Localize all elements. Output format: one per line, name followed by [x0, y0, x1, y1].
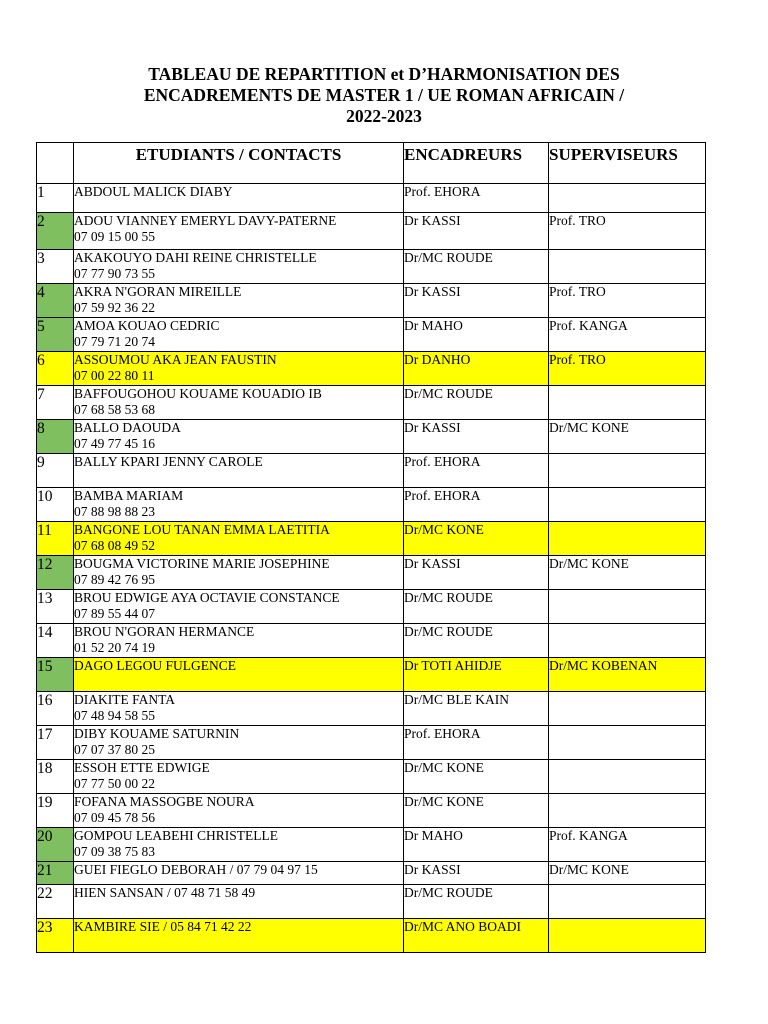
table-row	[37, 828, 706, 862]
superviseur-cell	[549, 624, 706, 658]
superviseur-cell: Dr/MC KONE	[549, 862, 706, 885]
student-name: BAFFOUGOHOU KOUAME KOUADIO IB	[74, 386, 322, 401]
encadreur-cell: Dr/MC ROUDE	[404, 590, 549, 624]
student-name: BROU N'GORAN HERMANCE	[74, 624, 255, 639]
student-name: BAMBA MARIAM	[74, 488, 184, 503]
student-contact: 07 00 22 80 11	[74, 368, 155, 383]
student-cell	[74, 420, 404, 454]
row-number: 15	[37, 658, 74, 692]
student-cell	[74, 284, 404, 318]
student-cell	[74, 556, 404, 590]
student-contact: 07 09 38 75 83	[74, 844, 155, 859]
row-number: 23	[37, 919, 74, 953]
student-contact: 07 07 37 80 25	[74, 742, 155, 757]
student-name: HIEN SANSAN / 07 48 71 58 49	[74, 885, 256, 900]
encadreur-cell: Dr KASSI	[404, 420, 549, 454]
superviseur-cell	[549, 590, 706, 624]
row-number: 20	[37, 828, 74, 862]
superviseur-cell	[549, 726, 706, 760]
student-contact: 07 59 92 36 22	[74, 300, 155, 315]
table-row	[37, 184, 706, 213]
superviseur-cell	[549, 488, 706, 522]
student-name: ESSOH ETTE EDWIGE	[74, 760, 210, 775]
student-contact: 07 89 42 76 95	[74, 572, 155, 587]
encadreur-cell: Prof. EHORA	[404, 184, 549, 213]
student-cell	[74, 386, 404, 420]
encadreur-cell: Dr/MC ROUDE	[404, 885, 549, 919]
row-number: 12	[37, 556, 74, 590]
encadreur-cell: Prof. EHORA	[404, 454, 549, 488]
row-number: 1	[37, 184, 74, 213]
table-row	[37, 862, 706, 885]
row-number: 10	[37, 488, 74, 522]
student-name: FOFANA MASSOGBE NOURA	[74, 794, 255, 809]
table-row	[37, 213, 706, 250]
table-header-row	[37, 143, 706, 184]
student-name: ASSOUMOU AKA JEAN FAUSTIN	[74, 352, 277, 367]
table-row	[37, 488, 706, 522]
table-row	[37, 624, 706, 658]
superviseur-cell: Prof. KANGA	[549, 318, 706, 352]
student-contact: 07 77 50 00 22	[74, 776, 155, 791]
superviseur-cell	[549, 250, 706, 284]
student-cell	[74, 760, 404, 794]
header-superviseurs	[549, 143, 706, 184]
row-number: 6	[37, 352, 74, 386]
encadreur-cell: Dr KASSI	[404, 556, 549, 590]
superviseur-cell: Prof. TRO	[549, 284, 706, 318]
superviseur-cell	[549, 885, 706, 919]
row-number: 9	[37, 454, 74, 488]
student-cell	[74, 488, 404, 522]
student-cell	[74, 726, 404, 760]
encadreur-cell: Prof. EHORA	[404, 726, 549, 760]
superviseur-cell	[549, 692, 706, 726]
student-cell	[74, 590, 404, 624]
superviseur-cell: Prof. KANGA	[549, 828, 706, 862]
table-row	[37, 284, 706, 318]
student-contact: 07 49 77 45 16	[74, 436, 155, 451]
superviseur-cell: Prof. TRO	[549, 352, 706, 386]
student-contact: 07 89 55 44 07	[74, 606, 155, 621]
student-name: GUEI FIEGLO DEBORAH / 07 79 04 97 15	[74, 862, 318, 877]
student-contact: 07 88 98 88 23	[74, 504, 155, 519]
student-name: BALLY KPARI JENNY CAROLE	[74, 454, 263, 469]
encadreur-cell: Dr/MC KONE	[404, 522, 549, 556]
header-encadreurs	[404, 143, 549, 184]
header-encadreurs-label: ENCADREURS	[404, 145, 523, 164]
superviseur-cell	[549, 919, 706, 953]
table-row	[37, 318, 706, 352]
student-cell	[74, 318, 404, 352]
student-name: ABDOUL MALICK DIABY	[74, 184, 233, 199]
student-name: ADOU VIANNEY EMERYL DAVY-PATERNE	[74, 213, 337, 228]
table-row	[37, 794, 706, 828]
student-cell	[74, 885, 404, 919]
row-number: 11	[37, 522, 74, 556]
table-row	[37, 454, 706, 488]
table-body	[37, 184, 706, 953]
student-cell	[74, 352, 404, 386]
student-contact: 07 09 15 00 55	[74, 229, 155, 244]
student-contact: 01 52 20 74 19	[74, 640, 155, 655]
table-row	[37, 556, 706, 590]
row-number: 3	[37, 250, 74, 284]
table-row	[37, 590, 706, 624]
student-name: DIBY KOUAME SATURNIN	[74, 726, 240, 741]
student-contact: 07 68 08 49 52	[74, 538, 155, 553]
encadreur-cell: Dr KASSI	[404, 284, 549, 318]
row-number: 21	[37, 862, 74, 885]
student-name: AKAKOUYO DAHI REINE CHRISTELLE	[74, 250, 317, 265]
student-contact: 07 48 94 58 55	[74, 708, 155, 723]
encadreur-cell: Dr/MC ROUDE	[404, 386, 549, 420]
table-row	[37, 522, 706, 556]
superviseur-cell	[549, 184, 706, 213]
student-cell	[74, 658, 404, 692]
table-row	[37, 420, 706, 454]
header-superviseurs-label: SUPERVISEURS	[549, 145, 678, 164]
student-contact: 07 77 90 73 55	[74, 266, 155, 281]
student-cell	[74, 692, 404, 726]
student-name: AMOA KOUAO CEDRIC	[74, 318, 220, 333]
row-number: 18	[37, 760, 74, 794]
table-row	[37, 386, 706, 420]
student-contact: 07 09 45 78 56	[74, 810, 155, 825]
row-number: 14	[37, 624, 74, 658]
encadreur-cell: Dr MAHO	[404, 828, 549, 862]
student-cell	[74, 184, 404, 213]
student-cell	[74, 794, 404, 828]
student-cell	[74, 919, 404, 953]
encadreur-cell: Prof. EHORA	[404, 488, 549, 522]
table-row	[37, 352, 706, 386]
student-name: DIAKITE FANTA	[74, 692, 176, 707]
superviseur-cell	[549, 760, 706, 794]
row-number: 17	[37, 726, 74, 760]
row-number: 16	[37, 692, 74, 726]
student-cell	[74, 624, 404, 658]
student-cell	[74, 522, 404, 556]
student-contact: 07 79 71 20 74	[74, 334, 155, 349]
student-name: BROU EDWIGE AYA OCTAVIE CONSTANCE	[74, 590, 340, 605]
student-cell	[74, 213, 404, 250]
row-number: 19	[37, 794, 74, 828]
superviseur-cell: Dr/MC KONE	[549, 420, 706, 454]
student-name: KAMBIRE SIE / 05 84 71 42 22	[74, 919, 252, 934]
encadreur-cell: Dr/MC KONE	[404, 760, 549, 794]
student-cell	[74, 250, 404, 284]
row-number: 4	[37, 284, 74, 318]
assignment-table	[36, 142, 706, 953]
table-row	[37, 760, 706, 794]
table-row	[37, 692, 706, 726]
student-cell	[74, 454, 404, 488]
encadreur-cell: Dr KASSI	[404, 862, 549, 885]
title-line-1: TABLEAU DE REPARTITION et D’HARMONISATION DES	[148, 64, 620, 84]
table-row	[37, 919, 706, 953]
document-title	[60, 64, 708, 127]
row-number: 8	[37, 420, 74, 454]
table-row	[37, 250, 706, 284]
table-row	[37, 658, 706, 692]
row-number: 22	[37, 885, 74, 919]
encadreur-cell: Dr/MC ANO BOADI	[404, 919, 549, 953]
superviseur-cell	[549, 386, 706, 420]
encadreur-cell: Dr/MC BLE KAIN	[404, 692, 549, 726]
student-name: AKRA N'GORAN MIREILLE	[74, 284, 242, 299]
encadreur-cell: Dr/MC ROUDE	[404, 624, 549, 658]
title-line-3: 2022-2023	[346, 106, 422, 126]
header-students	[74, 143, 404, 184]
superviseur-cell	[549, 794, 706, 828]
student-contact: 07 68 58 53 68	[74, 402, 155, 417]
superviseur-cell	[549, 454, 706, 488]
title-line-2: ENCADREMENTS DE MASTER 1 / UE ROMAN AFRICAIN /	[143, 85, 625, 105]
encadreur-cell: Dr/MC KONE	[404, 794, 549, 828]
superviseur-cell: Dr/MC KONE	[549, 556, 706, 590]
superviseur-cell: Prof. TRO	[549, 213, 706, 250]
student-name: BANGONE LOU TANAN EMMA LAETITIA	[74, 522, 330, 537]
encadreur-cell: Dr MAHO	[404, 318, 549, 352]
encadreur-cell: Dr DANHO	[404, 352, 549, 386]
student-cell	[74, 828, 404, 862]
encadreur-cell: Dr TOTI AHIDJE	[404, 658, 549, 692]
encadreur-cell: Dr KASSI	[404, 213, 549, 250]
superviseur-cell	[549, 522, 706, 556]
row-number: 13	[37, 590, 74, 624]
student-name: BALLO DAOUDA	[74, 420, 181, 435]
student-name: DAGO LEGOU FULGENCE	[74, 658, 236, 673]
header-students-label: ETUDIANTS / CONTACTS	[135, 145, 342, 164]
student-cell	[74, 862, 404, 885]
header-number	[37, 143, 74, 184]
table-row	[37, 885, 706, 919]
student-name: BOUGMA VICTORINE MARIE JOSEPHINE	[74, 556, 330, 571]
superviseur-cell: Dr/MC KOBENAN	[549, 658, 706, 692]
row-number: 7	[37, 386, 74, 420]
student-name: GOMPOU LEABEHI CHRISTELLE	[74, 828, 278, 843]
table-row	[37, 726, 706, 760]
encadreur-cell: Dr/MC ROUDE	[404, 250, 549, 284]
row-number: 5	[37, 318, 74, 352]
row-number: 2	[37, 213, 74, 250]
